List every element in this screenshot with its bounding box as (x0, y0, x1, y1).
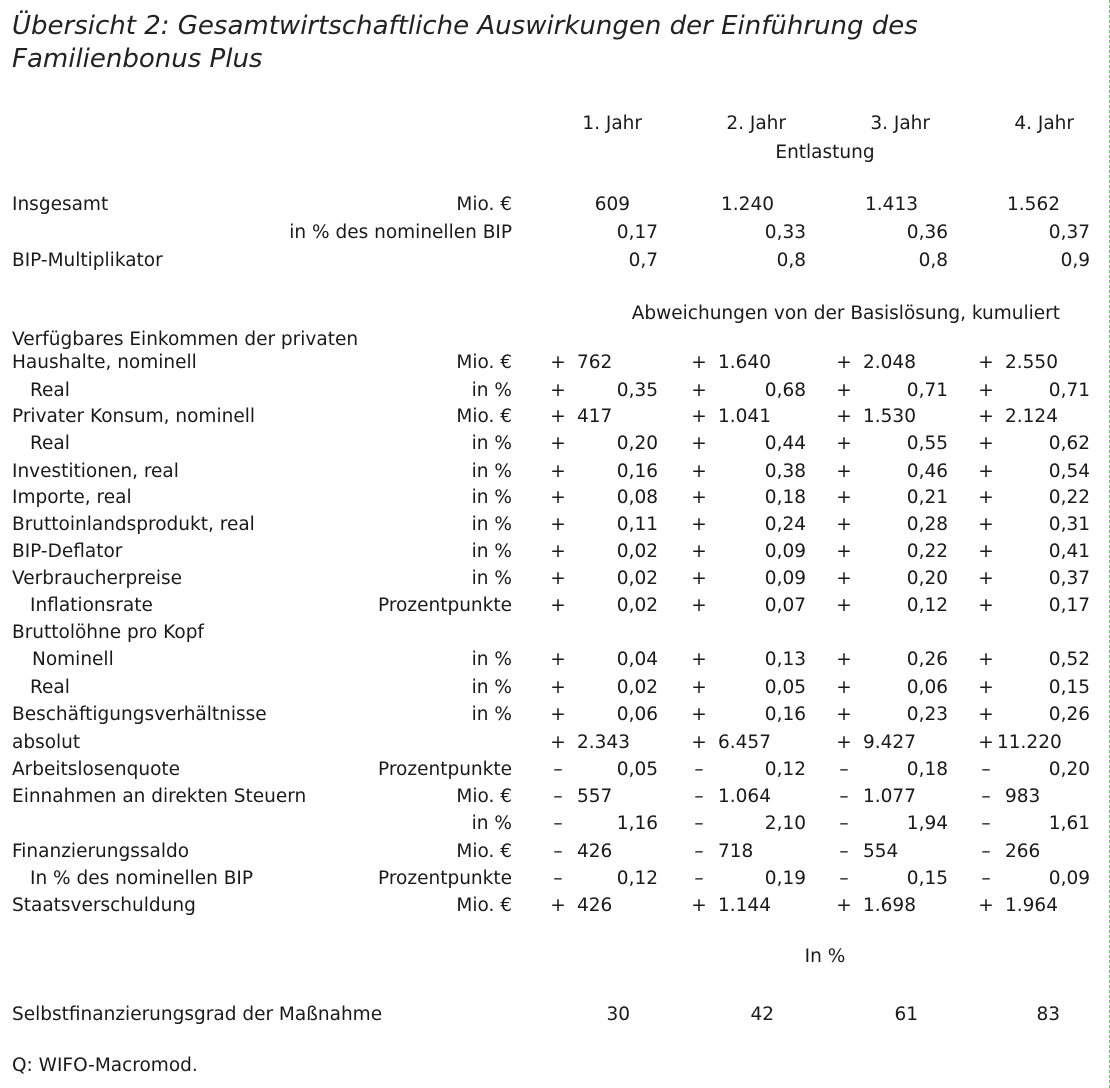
row-24-value-4: 0,09 (1048, 868, 1090, 889)
row-18-sign-1: + (550, 704, 566, 725)
row-10-value-4: 0,22 (1048, 487, 1090, 508)
row-8-sign-3: + (836, 433, 852, 454)
row-18-sign-4: + (978, 704, 994, 725)
row-12-value-3: 0,22 (906, 541, 948, 562)
row-21-sign-1: – (553, 786, 563, 807)
row-6-value-2: 0,68 (764, 380, 806, 401)
row-24-sign-3: – (839, 868, 849, 889)
row-8-sign-2: + (691, 433, 707, 454)
row-20-sign-1: – (553, 759, 563, 780)
row-13-sign-1: + (550, 568, 566, 589)
row-7-value-4: 2.124 (1005, 406, 1058, 427)
row-8-value-2: 0,44 (764, 433, 806, 454)
row-25-value-2: 1.144 (718, 895, 771, 916)
row-24-value-3: 0,15 (906, 868, 948, 889)
row-17-sign-3: + (836, 677, 852, 698)
row-3-value-2: 0,8 (776, 250, 806, 271)
row-13-sign-3: + (836, 568, 852, 589)
row-22-value-1: 1,16 (616, 813, 658, 834)
row-18-value-3: 0,23 (906, 704, 948, 725)
row-18-value-4: 0,26 (1048, 704, 1090, 725)
row-14-value-3: 0,12 (906, 595, 948, 616)
row-12-value-1: 0,02 (616, 541, 658, 562)
row-24-sign-2: – (694, 868, 704, 889)
row-unit-10: in % (471, 487, 512, 508)
row-11-value-1: 0,11 (616, 514, 658, 535)
row-6-sign-4: + (978, 380, 994, 401)
row-18-sign-3: + (836, 704, 852, 725)
row-22-sign-3: – (839, 813, 849, 834)
row-23-value-1: 426 (577, 841, 613, 862)
row-label-18: Beschäftigungsverhältnisse (12, 704, 267, 725)
row-22-value-4: 1,61 (1048, 813, 1090, 834)
row-20-value-4: 0,20 (1048, 759, 1090, 780)
row-10-value-2: 0,18 (764, 487, 806, 508)
row-17-value-2: 0,05 (764, 677, 806, 698)
row-unit-17: in % (471, 677, 512, 698)
row-unit-5: Mio. € (456, 352, 512, 373)
row-label-7: Privater Konsum, nominell (12, 406, 255, 427)
row-26-value-1: 30 (606, 1004, 630, 1025)
row-23-sign-1: – (553, 841, 563, 862)
row-8-sign-1: + (550, 433, 566, 454)
row-label-17: Real (30, 677, 70, 698)
row-5-value-1: 762 (577, 352, 613, 373)
row-21-value-1: 557 (577, 786, 613, 807)
row-16-value-3: 0,26 (906, 649, 948, 670)
row-8-value-4: 0,62 (1048, 433, 1090, 454)
row-11-value-4: 0,31 (1048, 514, 1090, 535)
row-5-value-2: 1.640 (718, 352, 771, 373)
row-7-sign-2: + (691, 406, 707, 427)
row-22-sign-1: – (553, 813, 563, 834)
row-16-sign-1: + (550, 649, 566, 670)
row-12-value-2: 0,09 (764, 541, 806, 562)
row-11-sign-4: + (978, 514, 994, 535)
row-24-sign-1: – (553, 868, 563, 889)
row-25-sign-1: + (550, 895, 566, 916)
row-label-25: Staatsverschuldung (12, 895, 196, 916)
row-8-value-3: 0,55 (906, 433, 948, 454)
row-10-sign-4: + (978, 487, 994, 508)
row-17-sign-2: + (691, 677, 707, 698)
row-20-value-2: 0,12 (764, 759, 806, 780)
row-label-1: Insgesamt (12, 194, 109, 215)
row-25-value-4: 1.964 (1005, 895, 1058, 916)
row-6-sign-2: + (691, 380, 707, 401)
row-label-5: Haushalte, nominell (12, 352, 197, 373)
row-5-sign-4: + (978, 352, 994, 373)
row-3-value-4: 0,9 (1060, 250, 1090, 271)
row-20-sign-4: – (981, 759, 991, 780)
row-20-sign-2: – (694, 759, 704, 780)
row-7-sign-1: + (550, 406, 566, 427)
row-label-6: Real (30, 380, 70, 401)
section-label-abweichungen: Abweichungen von der Basislösung, kumuliert (631, 303, 1060, 324)
row-22-sign-2: – (694, 813, 704, 834)
row-14-sign-3: + (836, 595, 852, 616)
row-unit-20: Prozentpunkte (378, 759, 512, 780)
row-16-value-4: 0,52 (1048, 649, 1090, 670)
row-5-sign-1: + (550, 352, 566, 373)
row-23-sign-2: – (694, 841, 704, 862)
row-25-value-1: 426 (577, 895, 613, 916)
row-7-sign-4: + (978, 406, 994, 427)
row-20-sign-3: – (839, 759, 849, 780)
row-19-value-4: 11.220 (997, 732, 1062, 753)
row-16-sign-3: + (836, 649, 852, 670)
row-label-12: BIP-Deflator (12, 541, 123, 562)
row-22-value-2: 2,10 (764, 813, 806, 834)
row-23-sign-4: – (981, 841, 991, 862)
row-unit-6: in % (471, 380, 512, 401)
row-9-sign-1: + (550, 461, 566, 482)
row-6-value-4: 0,71 (1048, 380, 1090, 401)
row-24-value-2: 0,19 (764, 868, 806, 889)
row-21-sign-2: – (694, 786, 704, 807)
row-22-value-3: 1,94 (906, 813, 948, 834)
row-10-sign-3: + (836, 487, 852, 508)
row-12-sign-1: + (550, 541, 566, 562)
row-7-value-3: 1.530 (863, 406, 916, 427)
row-13-value-2: 0,09 (764, 568, 806, 589)
row-label-13: Verbraucherpreise (12, 568, 182, 589)
row-unit-25: Mio. € (456, 895, 512, 916)
row-12-value-4: 0,41 (1048, 541, 1090, 562)
row-19-sign-2: + (691, 732, 707, 753)
row-2-value-2: 0,33 (764, 222, 806, 243)
row-21-value-4: 983 (1005, 786, 1041, 807)
row-10-sign-2: + (691, 487, 707, 508)
section-label-entlastung: Entlastung (775, 142, 875, 163)
row-21-sign-4: – (981, 786, 991, 807)
row-10-value-1: 0,08 (616, 487, 658, 508)
row-17-value-3: 0,06 (906, 677, 948, 698)
row-9-sign-2: + (691, 461, 707, 482)
row-19-value-2: 6.457 (718, 732, 771, 753)
row-8-value-1: 0,20 (616, 433, 658, 454)
row-5-value-4: 2.550 (1005, 352, 1058, 373)
row-14-sign-2: + (691, 595, 707, 616)
row-7-value-1: 417 (577, 406, 613, 427)
row-1-value-4: 1.562 (1007, 194, 1060, 215)
row-23-value-2: 718 (718, 841, 754, 862)
row-19-sign-1: + (550, 732, 566, 753)
row-1-value-3: 1.413 (865, 194, 918, 215)
row-12-sign-4: + (978, 541, 994, 562)
row-11-value-3: 0,28 (906, 514, 948, 535)
row-unit-24: Prozentpunkte (378, 868, 512, 889)
row-18-value-2: 0,16 (764, 704, 806, 725)
row-6-value-3: 0,71 (906, 380, 948, 401)
row-label-4: Verfügbares Einkommen der privaten (12, 329, 359, 350)
row-18-value-1: 0,06 (616, 704, 658, 725)
row-unit-12: in % (471, 541, 512, 562)
source-note: Q: WIFO-Macromod. (12, 1055, 198, 1076)
row-label-20: Arbeitslosenquote (12, 759, 181, 780)
row-6-sign-1: + (550, 380, 566, 401)
row-23-value-4: 266 (1005, 841, 1041, 862)
row-13-sign-2: + (691, 568, 707, 589)
row-20-value-3: 0,18 (906, 759, 948, 780)
row-17-sign-4: + (978, 677, 994, 698)
row-19-sign-4: + (978, 732, 994, 753)
row-12-sign-2: + (691, 541, 707, 562)
year-header-3: 3. Jahr (870, 113, 930, 134)
row-unit-2: in % des nominellen BIP (289, 222, 512, 243)
row-23-value-3: 554 (863, 841, 899, 862)
row-label-14: Inflationsrate (30, 595, 153, 616)
row-8-sign-4: + (978, 433, 994, 454)
year-header-1: 1. Jahr (582, 113, 642, 134)
row-11-sign-1: + (550, 514, 566, 535)
row-17-value-4: 0,15 (1048, 677, 1090, 698)
row-label-21: Einnahmen an direkten Steuern (12, 786, 307, 807)
row-14-sign-1: + (550, 595, 566, 616)
row-20-value-1: 0,05 (616, 759, 658, 780)
row-label-24: In % des nominellen BIP (30, 868, 254, 889)
row-19-value-3: 9.427 (863, 732, 916, 753)
row-label-15: Bruttolöhne pro Kopf (12, 622, 204, 643)
row-2-value-4: 0,37 (1048, 222, 1090, 243)
row-unit-7: Mio. € (456, 406, 512, 427)
row-label-9: Investitionen, real (12, 461, 179, 482)
row-12-sign-3: + (836, 541, 852, 562)
row-9-value-3: 0,46 (906, 461, 948, 482)
row-unit-21: Mio. € (456, 786, 512, 807)
row-unit-14: Prozentpunkte (378, 595, 512, 616)
row-26-value-3: 61 (894, 1004, 918, 1025)
row-26-value-4: 83 (1036, 1004, 1060, 1025)
row-26-value-2: 42 (750, 1004, 774, 1025)
row-9-sign-3: + (836, 461, 852, 482)
row-25-sign-3: + (836, 895, 852, 916)
row-9-value-1: 0,16 (616, 461, 658, 482)
row-11-sign-2: + (691, 514, 707, 535)
row-2-value-1: 0,17 (616, 222, 658, 243)
row-10-sign-1: + (550, 487, 566, 508)
row-unit-9: in % (471, 461, 512, 482)
row-label-10: Importe, real (12, 487, 132, 508)
row-unit-16: in % (471, 649, 512, 670)
row-label-8: Real (30, 433, 70, 454)
row-21-value-3: 1.077 (863, 786, 916, 807)
row-21-sign-3: – (839, 786, 849, 807)
row-2-value-3: 0,36 (906, 222, 948, 243)
row-5-value-3: 2.048 (863, 352, 916, 373)
row-13-value-3: 0,20 (906, 568, 948, 589)
row-14-value-1: 0,02 (616, 595, 658, 616)
row-1-value-2: 1.240 (721, 194, 774, 215)
row-25-value-3: 1.698 (863, 895, 916, 916)
row-19-sign-3: + (836, 732, 852, 753)
row-1-value-1: 609 (594, 194, 630, 215)
row-25-sign-2: + (691, 895, 707, 916)
row-13-value-4: 0,37 (1048, 568, 1090, 589)
row-11-value-2: 0,24 (764, 514, 806, 535)
row-14-value-2: 0,07 (764, 595, 806, 616)
row-10-value-3: 0,21 (906, 487, 948, 508)
row-14-sign-4: + (978, 595, 994, 616)
row-24-sign-4: – (981, 868, 991, 889)
row-17-sign-1: + (550, 677, 566, 698)
row-16-sign-2: + (691, 649, 707, 670)
row-17-value-1: 0,02 (616, 677, 658, 698)
row-9-value-4: 0,54 (1048, 461, 1090, 482)
row-16-value-1: 0,04 (616, 649, 658, 670)
row-23-sign-3: – (839, 841, 849, 862)
row-label-16: Nominell (32, 649, 114, 670)
row-21-value-2: 1.064 (718, 786, 771, 807)
row-label-3: BIP-Multiplikator (12, 250, 163, 271)
row-unit-22: in % (471, 813, 512, 834)
row-5-sign-2: + (691, 352, 707, 373)
row-6-value-1: 0,35 (616, 380, 658, 401)
row-7-value-2: 1.041 (718, 406, 771, 427)
row-label-26: Selbstfinanzierungsgrad der Maßnahme (12, 1004, 383, 1025)
row-unit-1: Mio. € (456, 194, 512, 215)
row-16-sign-4: + (978, 649, 994, 670)
row-6-sign-3: + (836, 380, 852, 401)
row-16-value-2: 0,13 (764, 649, 806, 670)
row-unit-11: in % (471, 514, 512, 535)
section-label-in-percent: In % (804, 946, 846, 967)
row-7-sign-3: + (836, 406, 852, 427)
row-unit-23: Mio. € (456, 841, 512, 862)
table-title: Übersicht 2: Gesamtwirtschaftliche Auswirkungen der Einführung des Familienbonus Plus (12, 11, 918, 74)
row-3-value-1: 0,7 (628, 250, 658, 271)
row-13-sign-4: + (978, 568, 994, 589)
row-19-value-1: 2.343 (577, 732, 630, 753)
row-11-sign-3: + (836, 514, 852, 535)
row-25-sign-4: + (978, 895, 994, 916)
row-unit-8: in % (471, 433, 512, 454)
row-14-value-4: 0,17 (1048, 595, 1090, 616)
row-label-23: Finanzierungssaldo (12, 841, 190, 862)
row-unit-18: in % (471, 704, 512, 725)
year-header-4: 4. Jahr (1014, 113, 1074, 134)
row-3-value-3: 0,8 (918, 250, 948, 271)
row-22-sign-4: – (981, 813, 991, 834)
row-9-value-2: 0,38 (764, 461, 806, 482)
row-24-value-1: 0,12 (616, 868, 658, 889)
row-18-sign-2: + (691, 704, 707, 725)
row-unit-13: in % (471, 568, 512, 589)
row-label-11: Bruttoinlandsprodukt, real (12, 514, 255, 535)
row-5-sign-3: + (836, 352, 852, 373)
row-9-sign-4: + (978, 461, 994, 482)
row-label-19: absolut (12, 732, 81, 753)
year-header-2: 2. Jahr (726, 113, 786, 134)
row-13-value-1: 0,02 (616, 568, 658, 589)
